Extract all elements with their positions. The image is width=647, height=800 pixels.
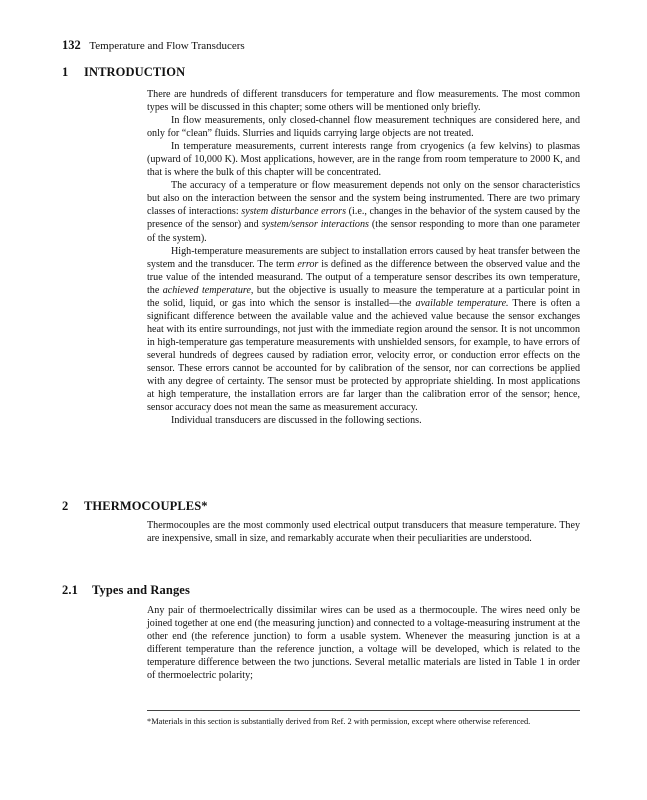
paragraph: The accuracy of a temperature or flow measurement depends not only on the sensor characteristics but also on the interaction between the sensor and the system being instrumented. There are two primary classes of interactions: system disturbance errors (i.e., changes in the behavior of the system caused by the presence of the sensor) and system/sensor interactions (the sensor responding to more than one parameter of the system). — [147, 180, 581, 244]
section-heading-introduction: 1 INTRODUCTION — [62, 65, 186, 79]
footnote-divider — [147, 710, 580, 711]
paragraph: In flow measurements, only closed-channel flow measurement techniques are considered here, and only for “clean” fluids. Slurries and liquids carrying large objects are not treated. — [147, 115, 580, 140]
paragraph: There are hundreds of different transducers for temperature and flow measurements. The most common types will be discussed in this chapter; some others will be mentioned only briefly. — [147, 89, 580, 114]
section-heading-thermocouples: 2 THERMOCOUPLES* — [62, 499, 208, 513]
section-heading-types-and-ranges: 2.1 Types and Ranges — [62, 583, 190, 597]
paragraph: In temperature measurements, current interests range from cryogenics (a few kelvins) to plasmas (upward of 10,000 K). Most applications, however, are in the range from room temperature to 2000 K, and that is where the bulk of this chapter will be concentrated. — [147, 141, 580, 179]
section-1-body — [147, 88, 580, 427]
paragraph: Individual transducers are discussed in the following sections. — [171, 415, 422, 427]
page-number: 132 — [62, 38, 81, 52]
section-2-body — [147, 519, 580, 545]
running-title: Temperature and Flow Transducers — [89, 40, 245, 52]
paragraph: Any pair of thermoelectrically dissimilar wires can be used as a thermocouple. The wires need only be joined together at one end (the measuring junction) and connected to a voltage-measuring instrument at the other end (the reference junction) to form a usable system. Whenever the measuring junction is at a different temperature than the reference junction, a voltage will be developed, which is related to the temperature difference between the two junctions. Several metallic materials are listed in Table 1 in order of thermoelectric polarity; — [147, 605, 580, 682]
paragraph: High-temperature measurements are subject to installation errors caused by heat transfer between the system and the transducer. The term error is defined as the difference between the observed value and the true value of the intended measurand. The output of a temperature sensor describes its own temperature, the achieved temperature, but the objective is usually to measure the temperature at a particular point in the solid, liquid, or gas into which the sensor is installed—the available temperature. There is often a significant difference between the available value and the achieved value because the sensor exchanges heat with its entire surroundings, not just with the immediate region around the sensor. It is not uncommon in high-temperature gas temperature measurements with unshielded sensors, for example, to have errors of several hundreds of degrees caused by radiation error, velocity error, or conduction error effects on the sensor. These errors cannot be accounted for by calibration of the sensor, nor can corrections be applied with any degree of certainty. The sensor must be protected by appropriate shielding. In most applications at high temperature, the installation errors are far larger than the calibration error of the sensor; hence, sensor accuracy does not mean the same as measurement accuracy. — [147, 245, 580, 414]
footnote: *Materials in this section is substantially derived from Ref. 2 with permission, except where otherwise referenced. — [147, 717, 531, 726]
paragraph: Thermocouples are the most commonly used electrical output transducers that measure temperature. They are inexpensive, small in size, and remarkably accurate when their peculiarities are understood. — [147, 520, 580, 545]
section-2-1-body — [147, 604, 580, 682]
running-head — [62, 38, 245, 53]
